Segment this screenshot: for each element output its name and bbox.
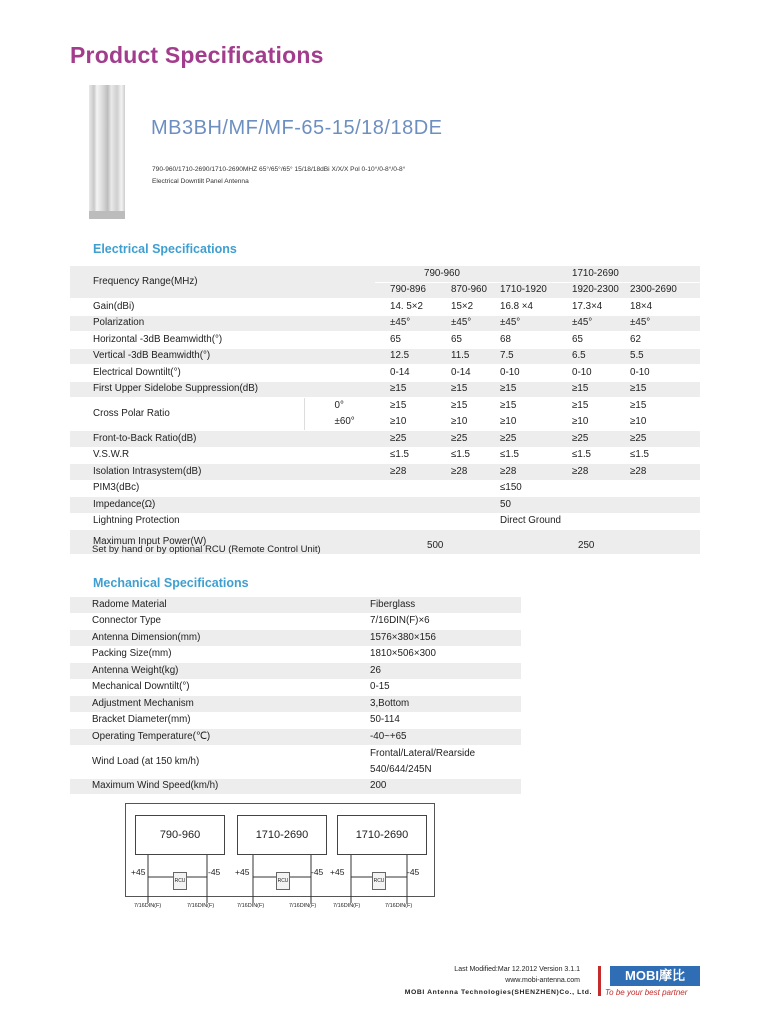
table-row <box>70 745 521 778</box>
table-row <box>70 613 521 630</box>
website[interactable]: www.mobi-antenna.com <box>505 977 580 984</box>
slogan: To be your best partner <box>605 988 688 997</box>
cell <box>366 745 521 778</box>
connector-label: 7/16DIN(F) <box>333 903 361 909</box>
cell: 15×2 <box>436 299 496 316</box>
row-label: Mechanical Downtilt(°) <box>70 679 366 696</box>
cell: 250 <box>568 530 700 555</box>
table-row <box>70 729 521 746</box>
cell: ≥15 <box>496 398 568 415</box>
cell: ≥28 <box>436 464 496 481</box>
cell: 11.5 <box>436 348 496 365</box>
cell: ≥28 <box>626 464 700 481</box>
cell: 5.5 <box>626 348 700 365</box>
row-label: Connector Type <box>70 613 366 630</box>
wind-load-values: 540/644/245N <box>370 763 432 775</box>
cell: -40~+65 <box>366 729 521 746</box>
rcu-unit: RCU <box>372 872 386 890</box>
cell: ≥25 <box>496 431 568 448</box>
cell: ≥15 <box>496 381 568 398</box>
table-row <box>70 381 700 398</box>
cell: ≤150 <box>496 480 700 497</box>
table-row <box>70 679 521 696</box>
cell: 7.5 <box>496 348 568 365</box>
port-plus: +45 <box>330 867 345 877</box>
table-row <box>70 398 700 415</box>
electrical-spec-table <box>70 266 700 555</box>
cell: ≤1.5 <box>626 447 700 464</box>
page-title: Product Specifications <box>70 42 324 68</box>
cell: 0-10 <box>496 365 568 382</box>
table-row <box>70 431 700 448</box>
cell: ≥10 <box>375 414 436 431</box>
band-box-790-960: 790-960 <box>135 815 225 855</box>
row-label: Polarization <box>70 315 375 332</box>
cell: 12.5 <box>375 348 436 365</box>
angle-label: 0° <box>304 398 375 415</box>
cell: ≤1.5 <box>568 447 626 464</box>
table-row <box>70 597 521 613</box>
cell: 0-15 <box>366 679 521 696</box>
table-row <box>70 778 521 795</box>
row-label: First Upper Sidelobe Suppression(dB) <box>70 381 375 398</box>
cell: ±45° <box>436 315 496 332</box>
cell: ≥10 <box>626 414 700 431</box>
row-label: Antenna Weight(kg) <box>70 663 366 680</box>
row-label: Maximum Input Power(W) <box>70 530 375 555</box>
band-group-high: 1710-2690 <box>568 266 700 282</box>
connector-label: 7/16DIN(F) <box>385 903 413 909</box>
cell: 50-114 <box>366 712 521 729</box>
cell: ±45° <box>496 315 568 332</box>
connector-label: 7/16DIN(F) <box>134 903 162 909</box>
row-label: Front-to-Back Ratio(dB) <box>70 431 375 448</box>
cell: ≥25 <box>626 431 700 448</box>
table-row <box>70 266 700 282</box>
freq-label: Frequency Range(MHz) <box>70 266 375 299</box>
cell: 200 <box>366 778 521 795</box>
band-header: 1920-2300 <box>568 282 626 299</box>
row-label: Bracket Diameter(mm) <box>70 712 366 729</box>
cell: 6.5 <box>568 348 626 365</box>
row-label: Adjustment Mechanism <box>70 696 366 713</box>
cell: Fiberglass <box>366 597 521 613</box>
table-row <box>70 712 521 729</box>
cell: 26 <box>366 663 521 680</box>
row-label: Operating Temperature(℃) <box>70 729 366 746</box>
cell: 17.3×4 <box>568 299 626 316</box>
band-group-low: 790-960 <box>375 266 496 282</box>
cell: ≥25 <box>568 431 626 448</box>
band-box-1710-2690-b: 1710-2690 <box>337 815 427 855</box>
cell: 3,Bottom <box>366 696 521 713</box>
cell: 500 <box>375 530 568 555</box>
model-summary: 790-960/1710-2690/1710-2690MHZ 65°/65°/65° 15/18/18dBi X/X/X Pol 0-10°/0-8°/0-8° <box>152 166 406 173</box>
table-row <box>70 348 700 365</box>
connector-label: 7/16DIN(F) <box>289 903 317 909</box>
cell: ≥15 <box>375 398 436 415</box>
cell: ≤1.5 <box>375 447 436 464</box>
cell: ≤1.5 <box>496 447 568 464</box>
mechanical-spec-table <box>70 597 521 795</box>
port-plus: +45 <box>235 867 250 877</box>
cell: ≥15 <box>436 381 496 398</box>
cell: ≥28 <box>568 464 626 481</box>
port-plus: +45 <box>131 867 146 877</box>
cell: ±45° <box>568 315 626 332</box>
cell: 1576×380×156 <box>366 630 521 647</box>
last-modified: Last Modified:Mar 12.2012 Version 3.1.1 <box>454 966 580 973</box>
rcu-unit: RCU <box>276 872 290 890</box>
cell: ≥15 <box>568 398 626 415</box>
table-row <box>70 365 700 382</box>
cell: 0-14 <box>375 365 436 382</box>
row-label: Cross Polar Ratio <box>70 398 304 431</box>
cell: 16.8 ×4 <box>496 299 568 316</box>
cell: 14. 5×2 <box>375 299 436 316</box>
angle-label: ±60° <box>304 414 375 431</box>
cell: ≥15 <box>626 398 700 415</box>
cell: ±45° <box>626 315 700 332</box>
mechanical-section-title: Mechanical Specifications <box>93 576 249 590</box>
cell: 50 <box>496 497 700 514</box>
cell: 68 <box>496 332 568 349</box>
connector-label: 7/16DIN(F) <box>237 903 265 909</box>
cell: ≥15 <box>568 381 626 398</box>
port-minus: -45 <box>311 867 324 877</box>
cell: ≥28 <box>496 464 568 481</box>
cell: 65 <box>568 332 626 349</box>
table-row <box>70 630 521 647</box>
cell: 0-10 <box>626 365 700 382</box>
band-header: 2300-2690 <box>626 282 700 299</box>
table-row <box>70 696 521 713</box>
row-label: Maximum Wind Speed(km/h) <box>70 778 366 795</box>
band-box-1710-2690-a: 1710-2690 <box>237 815 327 855</box>
row-label: Wind Load (at 150 km/h) <box>70 745 366 778</box>
antenna-base <box>89 211 125 219</box>
table-row <box>70 497 700 514</box>
cell: ≥28 <box>375 464 436 481</box>
cell: Direct Ground <box>496 513 700 530</box>
table-row <box>70 663 521 680</box>
band-header: 1710-1920 <box>496 282 568 299</box>
row-label: Electrical Downtilt(°) <box>70 365 375 382</box>
row-label: Isolation Intrasystem(dB) <box>70 464 375 481</box>
cell: 65 <box>436 332 496 349</box>
port-minus: -45 <box>407 867 420 877</box>
cell: 0-10 <box>568 365 626 382</box>
model-type: Electrical Downtilt Panel Antenna <box>152 178 249 185</box>
cell: ≥15 <box>626 381 700 398</box>
cell: ≤1.5 <box>436 447 496 464</box>
row-label: Antenna Dimension(mm) <box>70 630 366 647</box>
cell: 0-14 <box>436 365 496 382</box>
table-row <box>70 480 700 497</box>
model-number: MB3BH/MF/MF-65-15/18/18DE <box>151 117 443 139</box>
cell: 18×4 <box>626 299 700 316</box>
row-label: Packing Size(mm) <box>70 646 366 663</box>
cell: ≥25 <box>375 431 436 448</box>
band-header: 790-896 <box>375 282 436 299</box>
cell: ≥10 <box>568 414 626 431</box>
footer-divider <box>598 966 601 996</box>
cell: ≥25 <box>436 431 496 448</box>
table-row <box>70 513 700 530</box>
rcu-note: Set by hand or by optional RCU (Remote Control Unit) <box>92 544 321 555</box>
row-label: Horizontal -3dB Beamwidth(°) <box>70 332 375 349</box>
row-label: Lightning Protection <box>70 513 375 530</box>
row-label: Radome Material <box>70 597 366 613</box>
connector-label: 7/16DIN(F) <box>187 903 215 909</box>
table-row <box>70 447 700 464</box>
company-name: MOBI Antenna Technologies(SHENZHEN)Co., Ltd. <box>404 989 592 996</box>
table-row <box>70 299 700 316</box>
cell: 65 <box>375 332 436 349</box>
rcu-unit: RCU <box>173 872 187 890</box>
antenna-image <box>89 85 125 218</box>
cell: 62 <box>626 332 700 349</box>
band-header: 870-960 <box>436 282 496 299</box>
electrical-section-title: Electrical Specifications <box>93 242 237 256</box>
row-label: Gain(dBi) <box>70 299 375 316</box>
cell: ≥10 <box>436 414 496 431</box>
cell: ≥10 <box>496 414 568 431</box>
row-label: V.S.W.R <box>70 447 375 464</box>
cell: ±45° <box>375 315 436 332</box>
table-row <box>70 464 700 481</box>
table-row <box>70 332 700 349</box>
wind-load-directions: Frontal/Lateral/Rearside <box>370 747 476 759</box>
port-minus: -45 <box>208 867 221 877</box>
row-label: Vertical -3dB Beamwidth(°) <box>70 348 375 365</box>
row-label: PIM3(dBc) <box>70 480 375 497</box>
cell: ≥15 <box>375 381 436 398</box>
row-label: Impedance(Ω) <box>70 497 375 514</box>
cell: 7/16DIN(F)×6 <box>366 613 521 630</box>
mobi-logo: MOBI摩比 <box>610 966 700 986</box>
cell: ≥15 <box>436 398 496 415</box>
table-row <box>70 315 700 332</box>
cell: 1810×506×300 <box>366 646 521 663</box>
table-row <box>70 646 521 663</box>
